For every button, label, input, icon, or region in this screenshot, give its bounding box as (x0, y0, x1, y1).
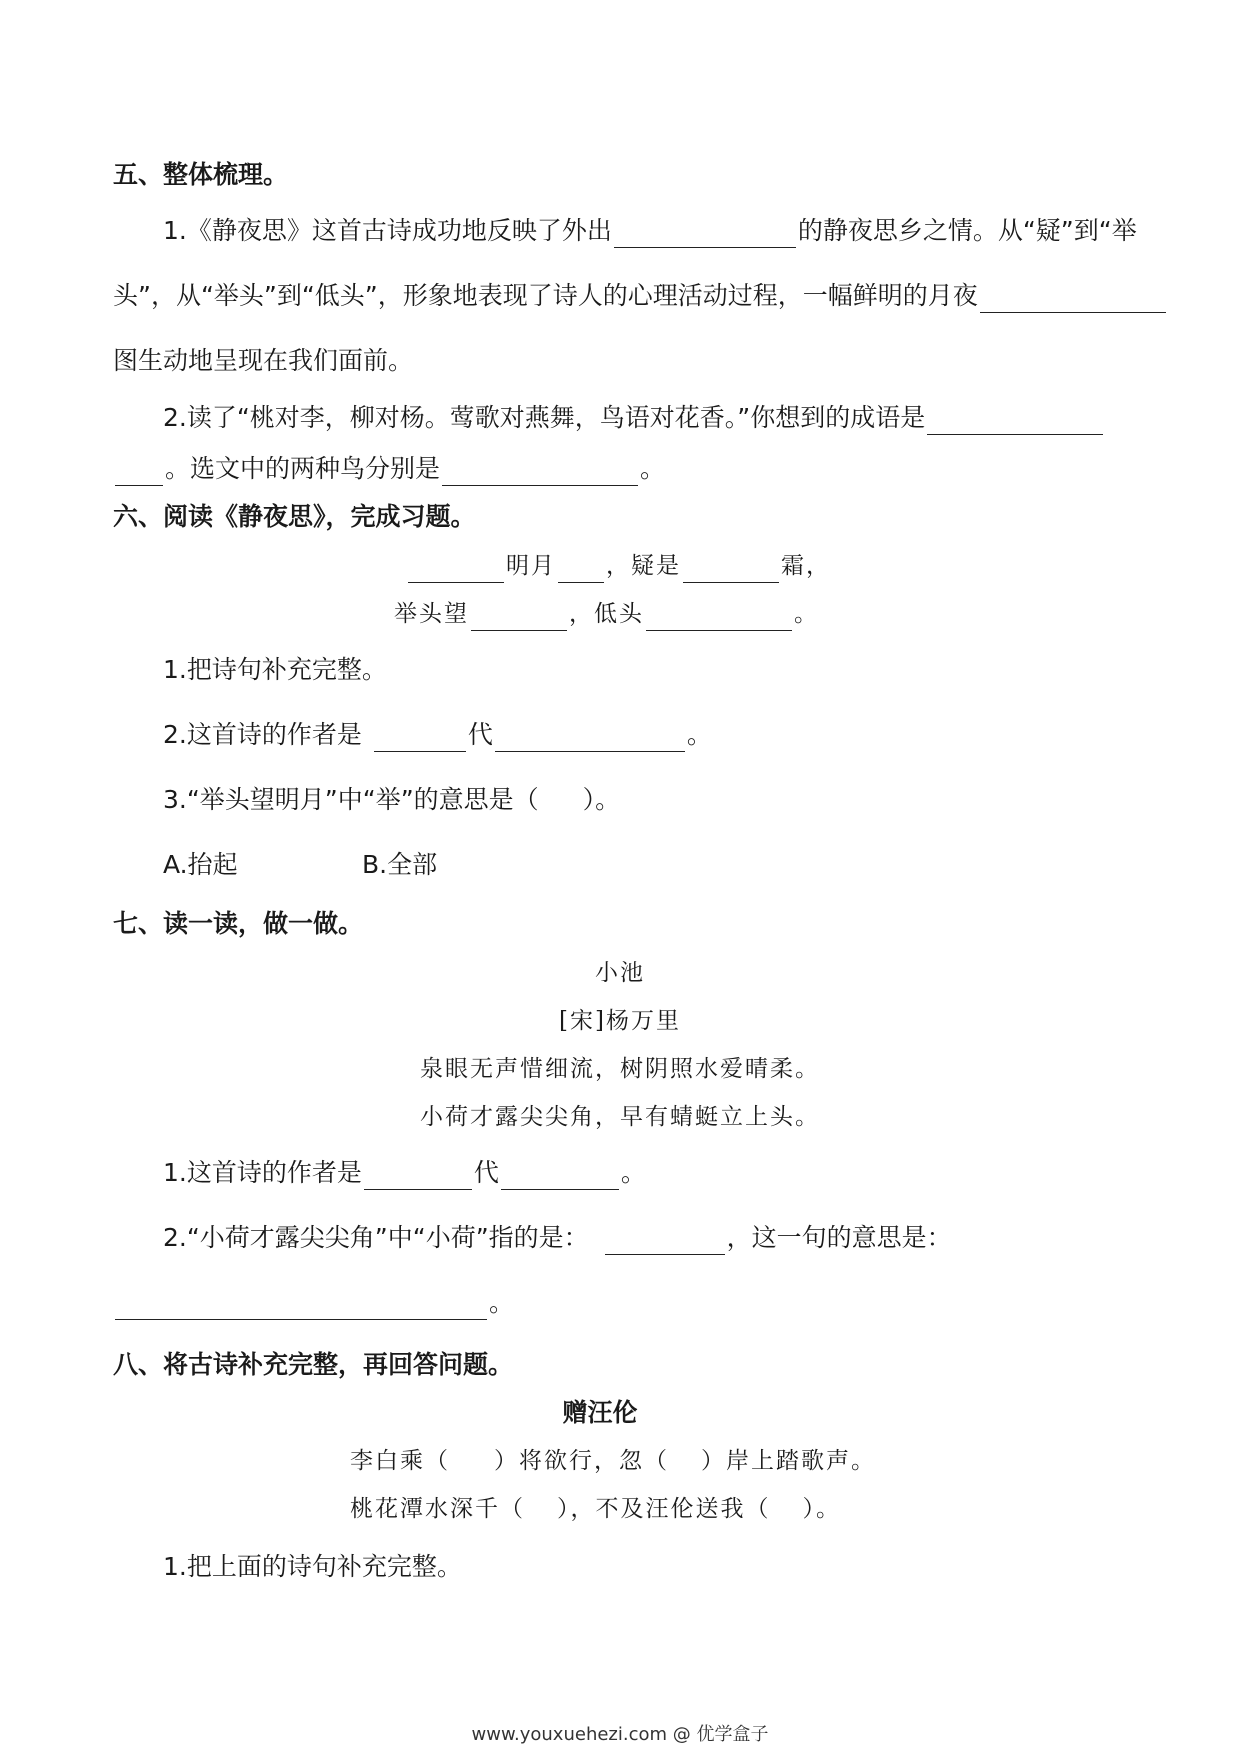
section5-q1-line1: 1.《静夜思》这首古诗成功地反映了外出 的静夜思乡之情。从“疑”到“举 (163, 214, 1137, 248)
footer-watermark: www.youxuehezi.com @ 优学盒子 (471, 1724, 769, 1745)
answer-blank[interactable] (980, 286, 1166, 313)
answer-blank[interactable] (374, 725, 466, 752)
answer-blank[interactable] (364, 1163, 472, 1190)
section8-poem-title: 赠汪伦 (562, 1398, 638, 1427)
section5-q2-line1: 2.读了“桃对李，柳对杨。莺歌对燕舞，鸟语对花香。”你想到的成语是 (163, 401, 1105, 435)
section6-poem-line2: 举头望 ，低头 。 (394, 597, 819, 631)
answer-blank[interactable] (605, 1228, 725, 1255)
answer-blank[interactable] (501, 1163, 619, 1190)
answer-blank[interactable] (495, 725, 685, 752)
poem-blank[interactable] (646, 604, 792, 631)
poem-blank[interactable] (471, 604, 567, 631)
section8-poem-line2: 桃花潭水深千（ ），不及汪伦送我（ ）。 (350, 1496, 841, 1522)
section6-poem-line1: 明月 ，疑是 霜， (406, 549, 831, 583)
poem-blank[interactable] (683, 556, 779, 583)
section7-poem-title: 小池 (595, 960, 645, 986)
section8-heading: 八、将古诗补充完整，再回答问题。 (113, 1350, 514, 1379)
answer-blank[interactable] (927, 408, 1103, 435)
section5-q2-line2: 。选文中的两种鸟分别是 。 (113, 452, 665, 486)
section6-q3: 3.“举头望明月”中“举”的意思是（ ）。 (163, 785, 621, 814)
poem-blank[interactable] (558, 556, 604, 583)
section7-q2-line2: 。 (113, 1286, 514, 1320)
answer-blank[interactable] (115, 1293, 487, 1320)
answer-blank[interactable] (614, 221, 796, 248)
section6-heading: 六、阅读《静夜思》，完成习题。 (113, 502, 476, 531)
section7-poem-line2: 小荷才露尖尖角，早有蜻蜓立上头。 (420, 1104, 820, 1130)
section5-q1-line2: 头”，从“举头”到“低头”，形象地表现了诗人的心理活动过程，一幅鲜明的月夜 (113, 279, 1168, 313)
section8-q1: 1.把上面的诗句补充完整。 (163, 1552, 462, 1581)
section7-q1: 1.这首诗的作者是 代 。 (163, 1156, 646, 1190)
section6-q2: 2.这首诗的作者是 代 。 (163, 718, 712, 752)
section5-heading: 五、整体梳理。 (113, 160, 289, 189)
poem-blank[interactable] (408, 556, 504, 583)
section6-option-a: A.抬起 (163, 850, 238, 879)
answer-blank[interactable] (442, 459, 638, 486)
section7-poem-line1: 泉眼无声惜细流，树阴照水爱晴柔。 (420, 1056, 820, 1082)
section7-q2-line1: 2.“小荷才露尖尖角”中“小荷”指的是： ，这一句的意思是： (163, 1221, 952, 1255)
section8-poem-line1: 李白乘（ ）将欲行，忽（ ）岸上踏歌声。 (350, 1448, 876, 1474)
section6-option-b: B.全部 (362, 850, 438, 879)
answer-blank[interactable] (115, 459, 163, 486)
section7-heading: 七、读一读，做一做。 (113, 909, 364, 938)
section5-q1-line3: 图生动地呈现在我们面前。 (113, 346, 414, 375)
section7-poem-author: [宋]杨万里 (559, 1008, 681, 1034)
section6-q1: 1.把诗句补充完整。 (163, 655, 387, 684)
